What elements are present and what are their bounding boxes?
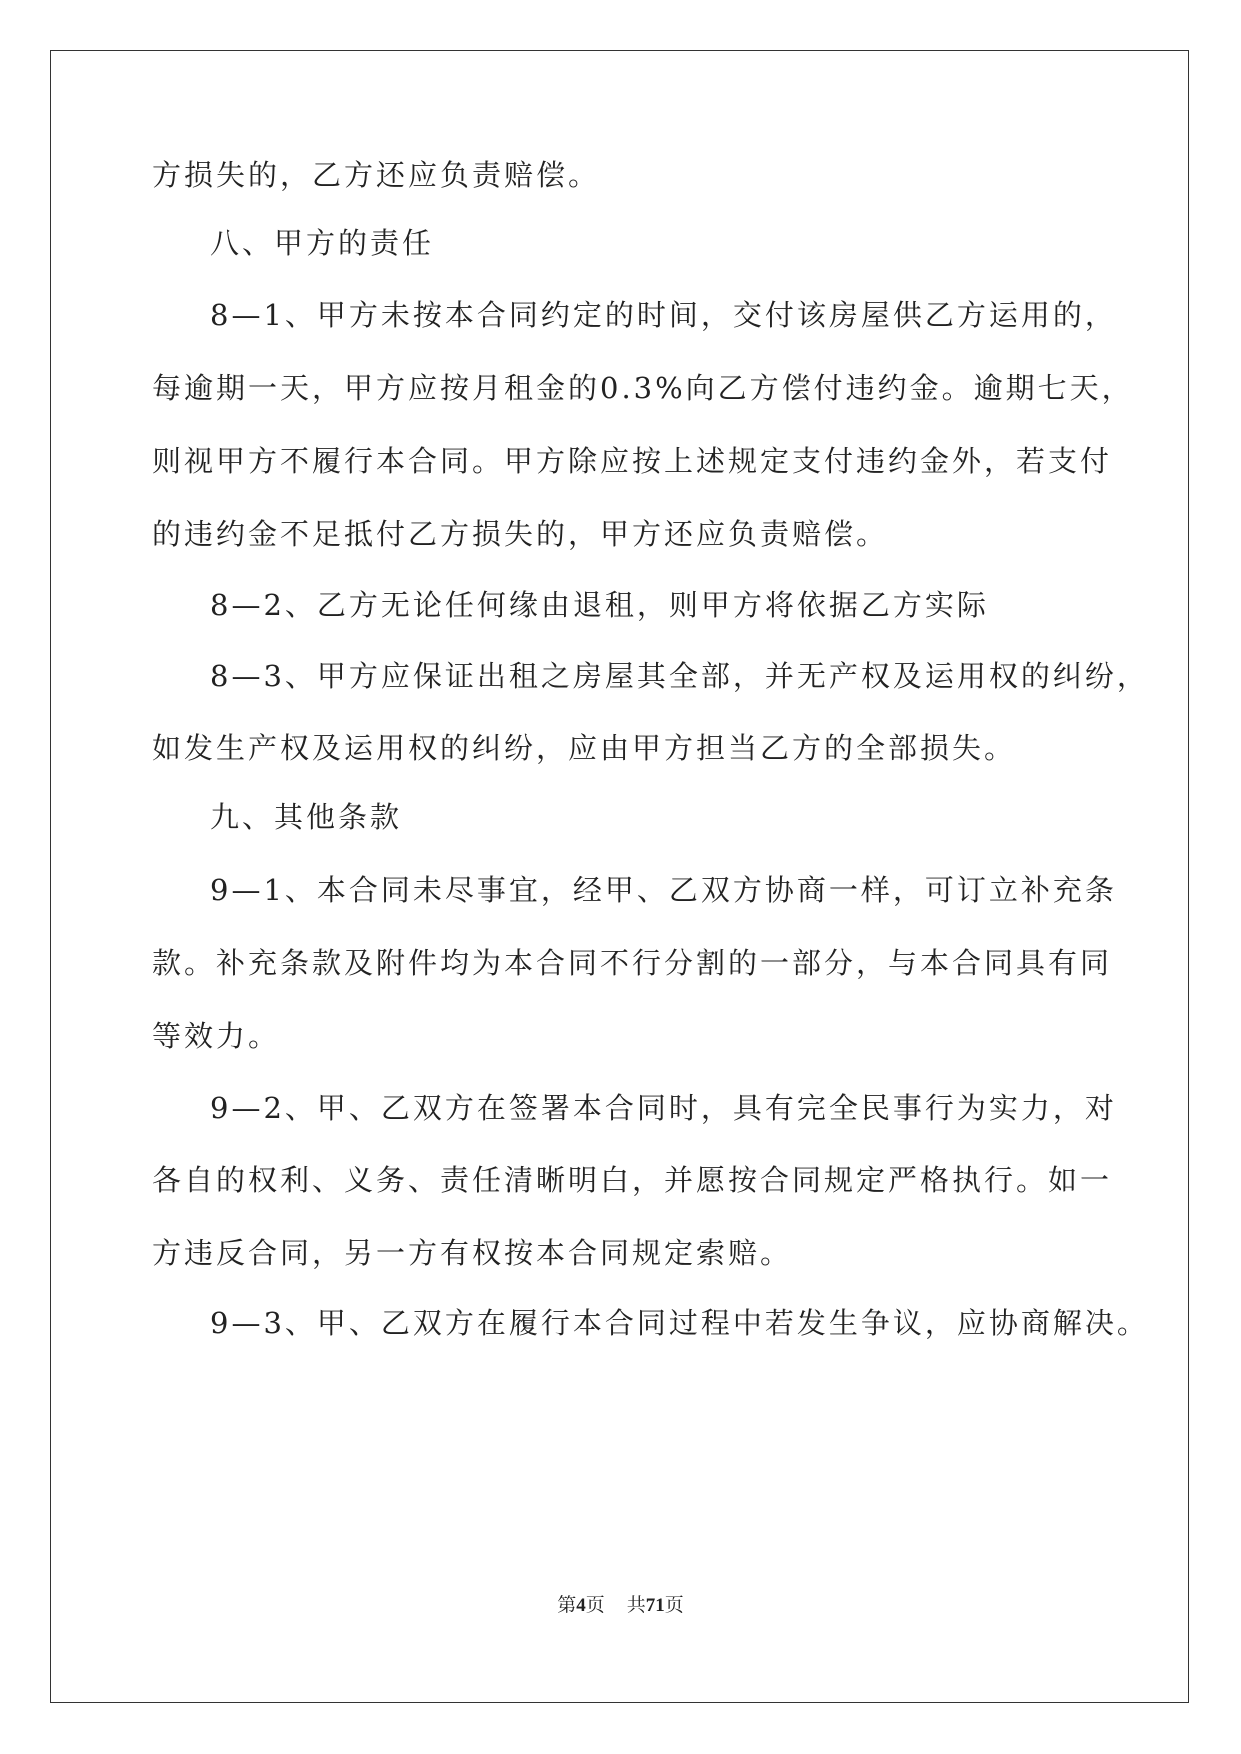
- paragraph-line: 方违反合同，另一方有权按本合同规定索赔。: [152, 1236, 793, 1270]
- paragraph-line: 的违约金不足抵付乙方损失的，甲方还应负责赔偿。: [152, 517, 889, 551]
- paragraph-line: 各自的权利、义务、责任清晰明白，并愿按合同规定严格执行。如一: [152, 1163, 1113, 1197]
- paragraph-line: 9—1、本合同未尽事宜，经甲、乙双方协商一样，可订立补充条: [210, 873, 1117, 907]
- paragraph-line: 8—3、甲方应保证出租之房屋其全部，并无产权及运用权的纠纷，: [210, 659, 1149, 693]
- paragraph-line: 款。补充条款及附件均为本合同不行分割的一部分，与本合同具有同: [152, 946, 1113, 980]
- paragraph-line: 8—2、乙方无论任何缘由退租，则甲方将依据乙方实际: [210, 588, 989, 622]
- total-suffix: 页: [664, 1595, 684, 1616]
- paragraph-line: 则视甲方不履行本合同。甲方除应按上述规定支付违约金外，若支付: [152, 444, 1113, 478]
- page-number: 4: [576, 1595, 586, 1616]
- paragraph-line: 方损失的，乙方还应负责赔偿。: [152, 158, 601, 192]
- total-prefix: 共: [626, 1595, 646, 1616]
- paragraph-line: 8—1、甲方未按本合同约定的时间，交付该房屋供乙方运用的，: [210, 298, 1117, 332]
- page-footer: [0, 1590, 1241, 1617]
- paragraph-line: 每逾期一天，甲方应按月租金的0.3%向乙方偿付违约金。逾期七天，: [152, 371, 1134, 405]
- paragraph-line: 如发生产权及运用权的纠纷，应由甲方担当乙方的全部损失。: [152, 731, 1017, 765]
- total-pages: 71: [645, 1595, 665, 1616]
- paragraph-line: 9—2、甲、乙双方在签署本合同时，具有完全民事行为实力，对: [210, 1091, 1117, 1125]
- section-heading: 九、其他条款: [210, 800, 403, 834]
- section-heading: 八、甲方的责任: [210, 226, 435, 260]
- paragraph-line: 9—3、甲、乙双方在履行本合同过程中若发生争议，应协商解决。: [210, 1306, 1149, 1340]
- paragraph-line: 等效力。: [152, 1019, 281, 1053]
- page-suffix: 页: [585, 1595, 605, 1616]
- page-prefix: 第: [557, 1595, 577, 1616]
